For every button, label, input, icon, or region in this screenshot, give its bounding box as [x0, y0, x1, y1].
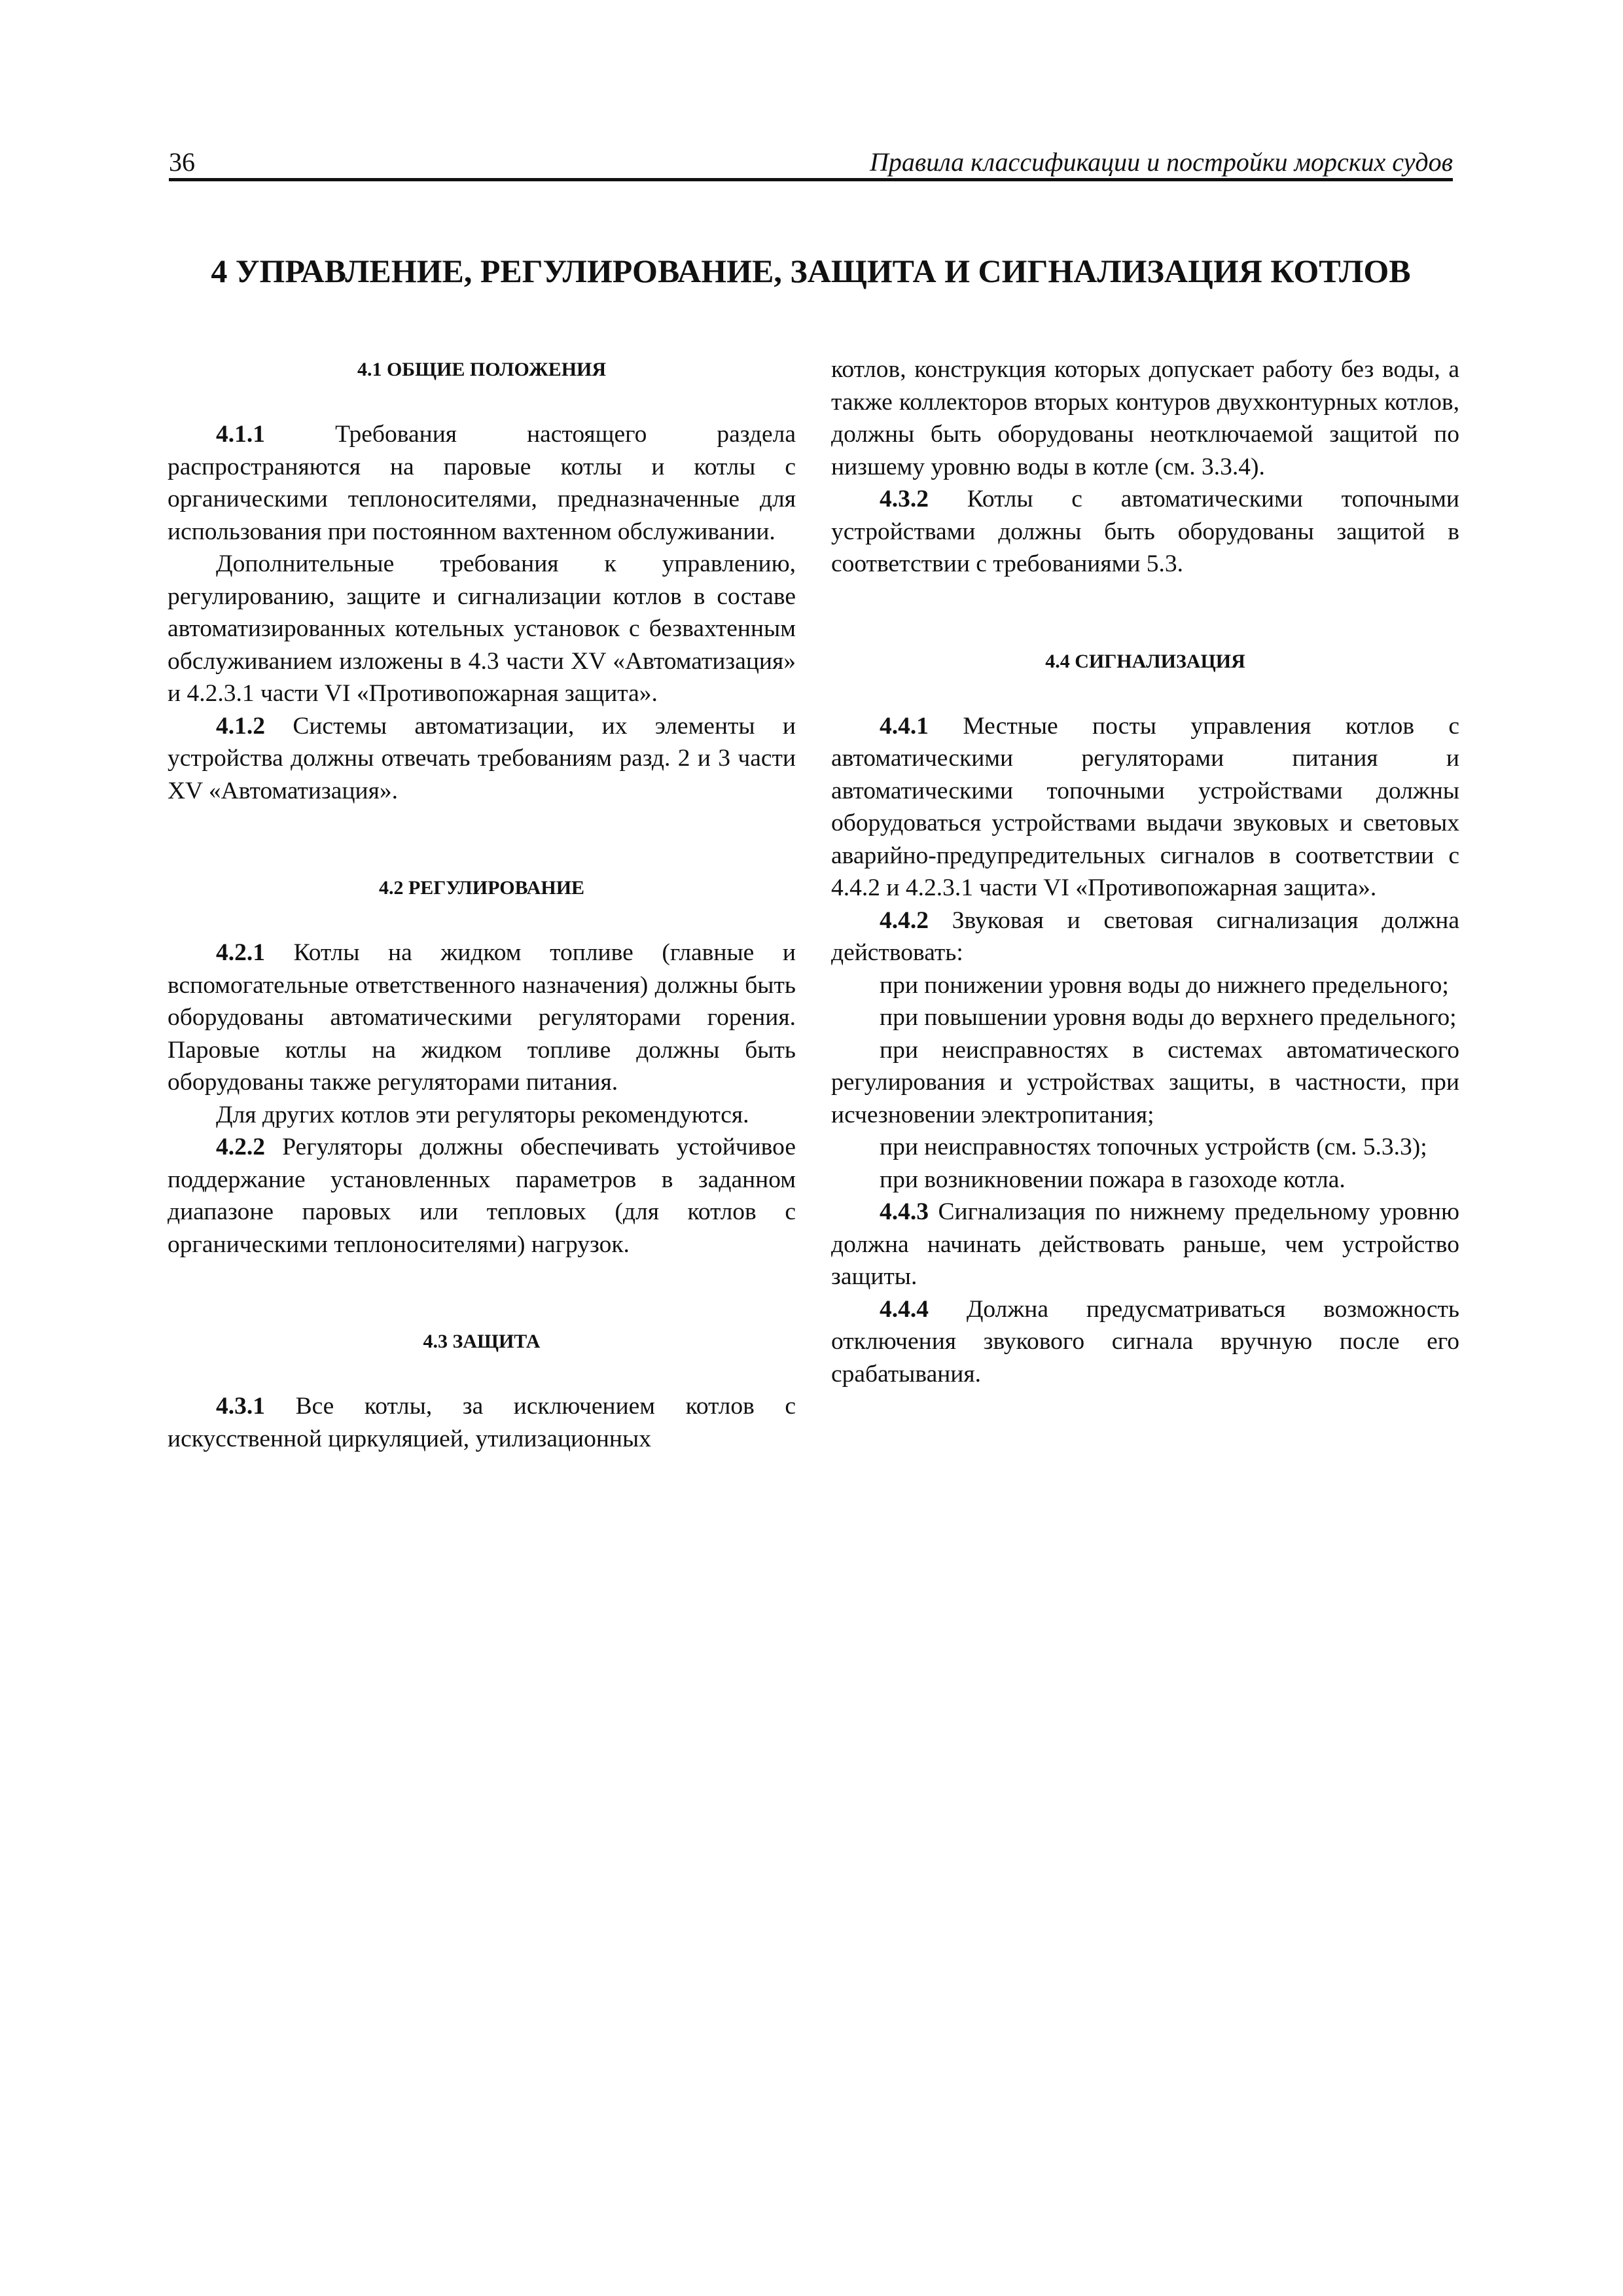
paragraph-4-3-1-continued: котлов, конструкция которых допускает работу без воды, а также коллекторов вторых контуров двухконтурных котлов, должны быть оборудованы неотключаемой защитой по низшему уровню воды в котле (см. 3.3.4). [831, 356, 1459, 480]
clause-text: Регуляторы должны обеспечивать устойчивое поддержание установленных параметров в заданном диапазоне паровых или тепловых (для котлов с органическими теплоносителями) нагрузок. [168, 1134, 796, 1258]
paragraph-4-1-2 [168, 710, 796, 808]
left-column [168, 353, 796, 1455]
clause-text: Сигнализация по нижнему предельному уровню должна начинать действовать раньше, чем устройство защиты. [831, 1198, 1459, 1290]
clause-text: Системы автоматизации, их элементы и устройства должны отвечать требованиям разд. 2 и 3 части XV «Автоматизация». [168, 712, 796, 804]
section-heading-4-2: 4.2 РЕГУЛИРОВАНИЕ [378, 877, 585, 899]
clause-text: Все котлы, за исключением котлов с искусственной циркуляцией, утилизационных [168, 1393, 796, 1452]
clause-text: Должна предусматриваться возможность отключения звукового сигнала вручную после его срабатывания. [831, 1295, 1459, 1388]
clause-number: 4.2.1 [216, 939, 265, 966]
paragraph-4-1-1 [168, 418, 796, 548]
paragraph-4-2-1-additional: Для других котлов эти регуляторы рекомендуются. [216, 1101, 749, 1128]
clause-number: 4.3.2 [880, 486, 929, 512]
list-item-burner-fault: при неисправностях топочных устройств (см. 5.3.3); [880, 1134, 1427, 1160]
clause-number: 4.2.2 [216, 1134, 265, 1160]
clause-text: Котлы с автоматическими топочными устройствами должны быть оборудованы защитой в соответствии с требованиями 5.3. [831, 486, 1459, 577]
page-header [169, 145, 1453, 181]
paragraph-4-3-2 [831, 483, 1459, 581]
paragraph-4-1-1-additional: Дополнительные требования к управлению, регулированию, защите и сигнализации котлов в составе автоматизированных котельных установок с безвахтенным обслуживанием изложены в 4.3 части XV «Автоматизация» и 4.2.3.1 части VI «Противопожарная защита». [168, 550, 796, 707]
clause-number: 4.1.2 [216, 712, 265, 740]
paragraph-4-2-2 [168, 1131, 796, 1261]
page-number: 36 [169, 147, 195, 177]
clause-text: Местные посты управления котлов с автоматическими регуляторами питания и автоматическими топочными устройствами должны оборудоваться устройствами выдачи звуковых и световых аварийно-предупредительных сигналов в соответствии с 4.4.2 и 4.2.3.1 части VI «Противопожарная защита». [831, 712, 1459, 901]
section-heading-4-1: 4.1 ОБЩИЕ ПОЛОЖЕНИЯ [357, 359, 607, 380]
clause-number: 4.4.1 [880, 712, 929, 740]
list-item-low-water: при понижении уровня воды до нижнего предельного; [880, 971, 1449, 999]
paragraph-4-4-2 [831, 905, 1459, 969]
paragraph-4-4-4 [831, 1293, 1459, 1391]
clause-text: Требования настоящего раздела распространяются на паровые котлы и котлы с органическими теплоносителями, предназначенные для использования при постоянном вахтенном обслуживании. [168, 421, 796, 545]
paragraph-4-3-1 [168, 1390, 796, 1455]
right-column [831, 353, 1459, 1390]
clause-number: 4.4.4 [880, 1295, 929, 1323]
paragraph-4-2-1 [168, 937, 796, 1099]
section-heading-4-4: 4.4 СИГНАЛИЗАЦИЯ [1045, 650, 1245, 672]
list-item-high-water: при повышении уровня воды до верхнего предельного; [880, 1004, 1457, 1031]
clause-number: 4.4.3 [880, 1198, 929, 1225]
clause-number: 4.3.1 [216, 1393, 265, 1420]
clause-number: 4.1.1 [216, 421, 265, 448]
section-heading-4-3: 4.3 ЗАЩИТА [423, 1331, 541, 1352]
running-title: Правила классификации и постройки морских судов [869, 147, 1453, 177]
clause-text: Котлы на жидком топливе (главные и вспомогательные ответственного назначения) должны быть оборудованы автоматическими регуляторами горения. Паровые котлы на жидком топливе должны быть оборудованы также регуляторами питания. [168, 939, 796, 1096]
chapter-title: 4 УПРАВЛЕНИЕ, РЕГУЛИРОВАНИЕ, ЗАЩИТА И СИГНАЛИЗАЦИЯ КОТЛОВ [211, 253, 1411, 289]
clause-text: Звуковая и световая сигнализация должна действовать: [831, 906, 1459, 966]
list-item-control-fault: при неисправностях в системах автоматического регулирования и устройствах защиты, в частности, при исчезновении электропитания; [831, 1036, 1459, 1128]
paragraph-4-4-1 [831, 710, 1459, 905]
paragraph-4-4-3 [831, 1196, 1459, 1293]
clause-number: 4.4.2 [880, 906, 929, 934]
list-item-fire: при возникновении пожара в газоходе котла. [880, 1166, 1346, 1193]
